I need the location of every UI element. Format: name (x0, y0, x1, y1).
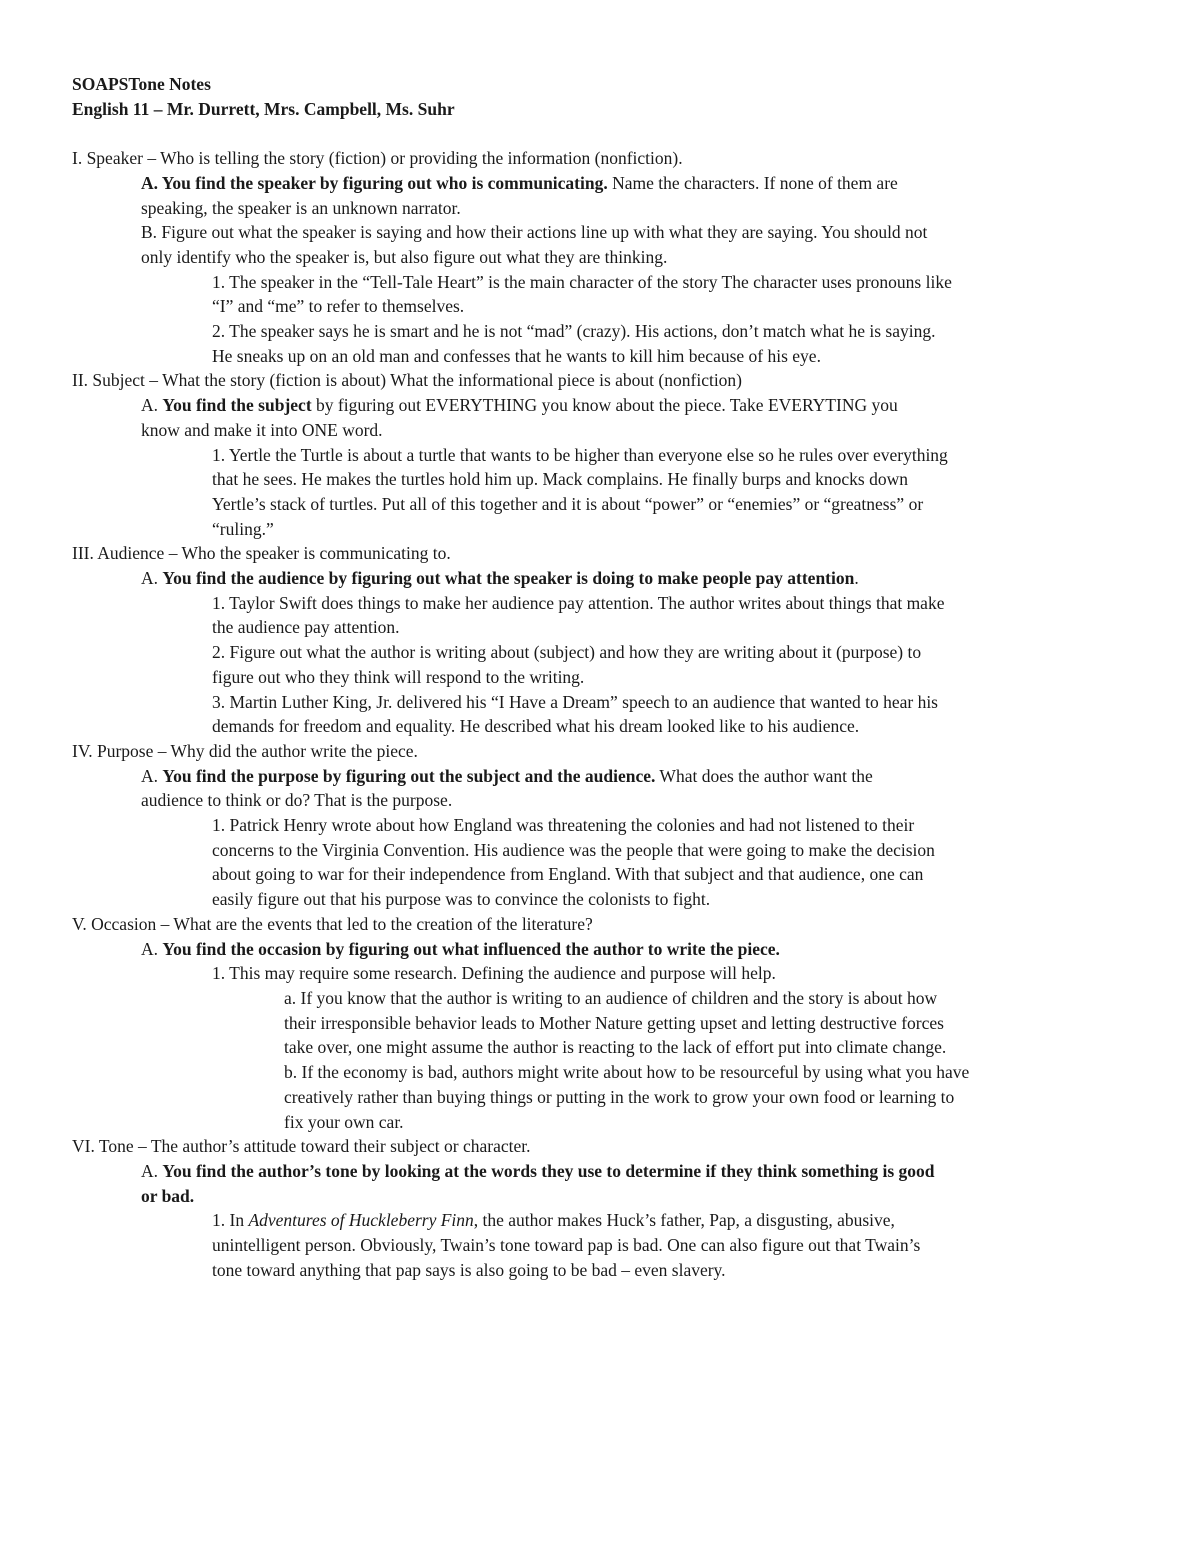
text-span: creatively rather than buying things or putting in the work to grow your own food or learning to (284, 1086, 955, 1107)
text-span: know and make it into ONE word. (141, 419, 383, 440)
bold-text: You find the subject (162, 395, 312, 416)
example-line (72, 690, 1137, 715)
text-span: A. (141, 765, 163, 786)
section-subpoint (72, 1159, 1137, 1184)
italic-text: Adventures of Huckleberry Finn (248, 1210, 474, 1231)
text-span: A. (141, 938, 163, 959)
section-heading (72, 541, 1137, 566)
example-line (72, 517, 1137, 542)
section-subpoint (72, 937, 1137, 962)
text-span: “I” and “me” to refer to themselves. (212, 296, 465, 317)
text-span: 1. This may require some research. Defining the audience and purpose will help. (212, 963, 776, 984)
text-span: easily figure out that his purpose was to convince the colonists to fight. (212, 889, 711, 910)
text-span: Yertle’s stack of turtles. Put all of this together and it is about “power” or “enemies” or “greatness” or (212, 493, 924, 514)
text-span: He sneaks up on an old man and confesses that he wants to kill him because of his eye. (212, 345, 821, 366)
example-line (72, 838, 1137, 863)
text-span: by figuring out EVERYTHING you know about the piece. Take EVERYTING you (311, 395, 898, 416)
example-line (72, 813, 1137, 838)
text-span: III. Audience – Who the speaker is communicating to. (72, 543, 451, 564)
text-span: “ruling.” (212, 518, 274, 539)
section-heading (72, 1134, 1137, 1159)
section-subpoint (72, 171, 1137, 196)
text-span: speaking, the speaker is an unknown narrator. (141, 197, 461, 218)
example-line (72, 294, 1137, 319)
example-line (72, 270, 1137, 295)
example-line (72, 640, 1137, 665)
bold-text: or bad. (141, 1185, 195, 1206)
notes-body (72, 146, 1137, 1282)
text-span: IV. Purpose – Why did the author write the piece. (72, 740, 418, 761)
text-span: figure out who they think will respond to the writing. (212, 666, 585, 687)
text-span: take over, one might assume the author is reacting to the lack of effort put into climate change. (284, 1037, 947, 1058)
text-span: fix your own car. (284, 1111, 404, 1132)
document-subtitle: English 11 – Mr. Durrett, Mrs. Campbell, Ms. Suhr (72, 98, 455, 119)
text-span: 3. Martin Luther King, Jr. delivered his “I Have a Dream” speech to an audience that wanted to hear his (212, 691, 938, 712)
section-subpoint (72, 196, 1137, 221)
sub-example-line (72, 1035, 1137, 1060)
example-line (72, 862, 1137, 887)
bold-text: You find the purpose by figuring out the subject and the audience. (162, 765, 656, 786)
text-span: II. Subject – What the story (fiction is about) What the informational piece is about (nonfiction) (72, 370, 743, 391)
section-heading (72, 368, 1137, 393)
bold-text: A. You find the speaker by figuring out who is communicating. (141, 172, 608, 193)
section-subpoint (72, 1184, 1137, 1209)
example-line (72, 665, 1137, 690)
section-subpoint (72, 418, 1137, 443)
sub-example-line (72, 986, 1137, 1011)
sub-example-line (72, 1085, 1137, 1110)
bold-text: You find the audience by figuring out what the speaker is doing to make people pay attention (162, 568, 855, 589)
section-subpoint (72, 788, 1137, 813)
text-span: A. (141, 568, 163, 589)
text-span: b. If the economy is bad, authors might write about how to be resourceful by using what you have (284, 1062, 970, 1083)
section-subpoint (72, 566, 1137, 591)
text-span: V. Occasion – What are the events that led to the creation of the literature? (72, 913, 593, 934)
text-span: 1. Patrick Henry wrote about how England was threatening the colonies and had not listened to their (212, 815, 915, 836)
example-line (72, 961, 1137, 986)
text-span: 2. The speaker says he is smart and he is not “mad” (crazy). His actions, don’t match what he is saying. (212, 321, 936, 342)
text-span: Name the characters. If none of them are (607, 172, 898, 193)
text-span: B. Figure out what the speaker is saying and how their actions line up with what they are saying. You should not (141, 222, 928, 243)
bold-text: You find the author’s tone by looking at the words they use to determine if they think something is good (162, 1160, 935, 1181)
bold-text: You find the occasion by figuring out what influenced the author to write the piece. (162, 938, 780, 959)
section-heading (72, 739, 1137, 764)
text-span: VI. Tone – The author’s attitude toward their subject or character. (72, 1136, 531, 1157)
section-subpoint (72, 220, 1137, 245)
text-span: about going to war for their independence from England. With that subject and that audience, one can (212, 864, 924, 885)
spacer (72, 121, 1137, 146)
text-span: 1. The speaker in the “Tell-Tale Heart” is the main character of the story The character uses pronouns like (212, 271, 952, 292)
example-line (72, 1208, 1137, 1233)
example-line (72, 1233, 1137, 1258)
sub-example-line (72, 1011, 1137, 1036)
example-line (72, 615, 1137, 640)
section-subpoint (72, 245, 1137, 270)
text-span: their irresponsible behavior leads to Mother Nature getting upset and letting destructive forces (284, 1012, 944, 1033)
text-span: 1. In (212, 1210, 249, 1231)
example-line (72, 1258, 1137, 1283)
text-span: that he sees. He makes the turtles hold him up. Mack complains. He finally burps and knocks down (212, 469, 908, 490)
example-line (72, 443, 1137, 468)
text-span: only identify who the speaker is, but also figure out what they are thinking. (141, 246, 668, 267)
example-line (72, 714, 1137, 739)
text-span: A. (141, 1160, 163, 1181)
text-span: tone toward anything that pap says is also going to be bad – even slavery. (212, 1259, 726, 1280)
section-subpoint (72, 764, 1137, 789)
sub-example-line (72, 1060, 1137, 1085)
document-title: SOAPSTone Notes (72, 74, 211, 94)
text-span: audience to think or do? That is the purpose. (141, 790, 453, 811)
text-span: , the author makes Huck’s father, Pap, a disgusting, abusive, (473, 1210, 895, 1231)
example-line (72, 467, 1137, 492)
example-line (72, 319, 1137, 344)
example-line (72, 492, 1137, 517)
text-span: 1. Taylor Swift does things to make her audience pay attention. The author writes about things that make (212, 592, 945, 613)
text-span: 1. Yertle the Turtle is about a turtle that wants to be higher than everyone else so he rules over everything (212, 444, 948, 465)
text-span: A. (141, 395, 163, 416)
example-line (72, 591, 1137, 616)
text-span: What does the author want the (655, 765, 873, 786)
text-span: demands for freedom and equality. He described what his dream looked like to his audience. (212, 716, 860, 737)
text-span: I. Speaker – Who is telling the story (fiction) or providing the information (nonfiction). (72, 148, 683, 169)
section-heading (72, 912, 1137, 937)
section-heading (72, 146, 1137, 171)
example-line (72, 887, 1137, 912)
text-span: concerns to the Virginia Convention. His audience was the people that were going to make the decision (212, 839, 935, 860)
text-span: 2. Figure out what the author is writing about (subject) and how they are writing about it (purpose) to (212, 642, 922, 663)
text-span: the audience pay attention. (212, 617, 400, 638)
document-page (72, 72, 1137, 1282)
sub-example-line (72, 1110, 1137, 1135)
text-span: . (854, 568, 859, 589)
section-subpoint (72, 393, 1137, 418)
text-span: unintelligent person. Obviously, Twain’s tone toward pap is bad. One can also figure out that Twain’s (212, 1235, 921, 1256)
example-line (72, 344, 1137, 369)
text-span: a. If you know that the author is writing to an audience of children and the story is about how (284, 988, 938, 1008)
